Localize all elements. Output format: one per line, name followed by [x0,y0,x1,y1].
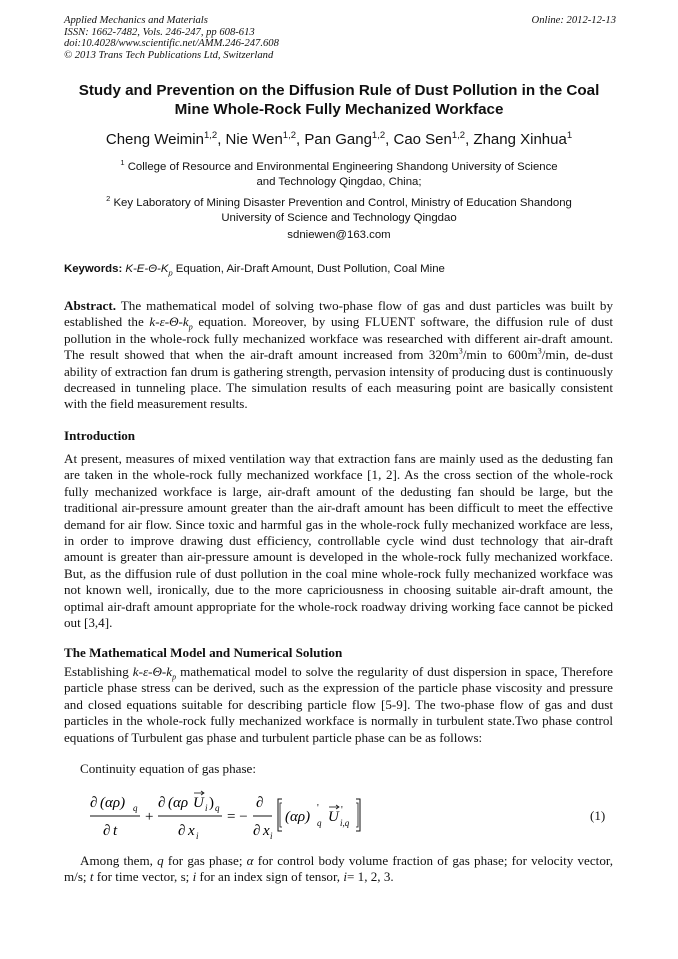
title-line-1: Study and Prevention on the Diffusion Rule of Dust Pollution in the Coal [78,82,600,99]
keywords-label: Keywords: [64,263,123,275]
eq-bracket-right-inner [356,803,358,827]
eq-var: x [263,823,270,839]
affiliation-2: $^2$ Key Laboratory of Mining Disaster Prevention and Control, Ministry of Education Shandong University of Science and Technology Qingdao [106,194,572,224]
affiliation-number: 2 [106,194,111,203]
affiliation-number: 1 [120,158,125,167]
eq-plus: + [145,809,154,825]
eq-sub: i,q [340,818,350,828]
author: Zhang Xinhua$^1$ [473,130,573,148]
eq-alpha-rho: (αρ) [285,809,311,825]
eq-alpha-rho: (αρ) [100,795,126,811]
abstract-label: Abstract. [64,298,116,313]
eq-sub: i [196,831,199,841]
eq-bracket-left-inner [280,803,282,827]
eq-partial: ∂ [90,795,98,811]
eq-partial: ∂ [178,823,186,839]
keywords-list: Equation, Air-Draft Amount, Dust Pollution, Coal Mine [172,263,445,275]
abstract: Abstract. The mathematical model of solving two-phase flow of gas and dust particles was built by established the $k-\varepsilon-\Theta-k_p$ equation. Moreover, by using FLUENT software, the diffusion rule of dust pollution in the whole-rock fully mechanized workface was researched with different air-draft amount. The result showed that when the air-draft amount increased from $320m^3/\min$ to $600m^3/\min$, de-dust ability of extraction fan drum is gathering strength, pervasion intensity of producing dust is continuously decreased in tunneling place. The simulation results of each measuring point are basically consistent with the field measurement results. [64,298,613,412]
eq-equals: = − [227,809,248,825]
journal-name: Applied Mechanics and Materials [64,15,208,26]
eq-partial: ∂ [256,795,264,811]
introduction-text: At present, measures of mixed ventilation way that extraction fans are mainly used as the dedusting fan are taken in the whole-rock fully mechanized workface [1, 2]. As the cross section of the whole-rock fully mechanized workface is large, air-draft amount of the dedusting fan should be large, but the traditional air-pressure amount greater than the air-draft amount has been difficult to meet the effective demand for air flow. Since toxic and harmful gas in the whole-rock fully mechanized workface are less, in order to improve drawing dust efficiency, controllable cycle wind dust technology that air-draft amount is greater than air-pressure amount is developed in the whole-rock fully mechanized workface. But, as the diffusion rule of dust pollution in the coal mine whole-rock fully mechanized workface was not known well, ironically, due to the more capriciousness in choosing suitable air-draft amount, the optimal air-draft amount appropriate for the whole-rock roadway driving working face cannot be picked out [3,4]. [64,451,613,631]
eq-alpha-rho: (αρ [168,795,189,811]
eq-close-paren: ) [209,795,214,811]
author: Cheng Weimin$^{1,2}$, [105,130,226,148]
continuity-equation-label: Continuity equation of gas phase: [80,761,257,776]
continuity-equation [88,787,388,845]
author: Nie Wen$^{1,2}$, [225,130,305,148]
model-text: Establishing $k-\varepsilon-\Theta-k_p$ mathematical model to solve the regularity of dust dispersion in space, Therefore particle phase stress can be derived, such as the expression of the particle phase viscosity and pressure and closed equations suitable for describing particle flow [5-9]. The two-phase flow of gas and dust particles in the whole-rock fully mechanized workface is normally in turbulent state.Two phase control equations of Turbulent gas phase and turbulent particle phase can be as follows: [64,664,613,745]
eq-sub: q [317,818,322,828]
eq-var: t [113,823,118,839]
journal-doi: doi:10.4028/www.scientific.net/AMM.246-247.608 [64,38,279,50]
eq-partial: ∂ [103,823,111,839]
author-email[interactable]: sdniewen@163.com [287,229,391,241]
author-list [40,127,638,149]
journal-issn: ISSN: 1662-7482, Vols. 246-247, pp 608-613 [64,26,255,38]
eq-velocity: U [193,795,204,811]
online-date: Online: 2012-12-13 [531,15,616,26]
keywords: Keywords: $K-E-\Theta-K_p$ Equation, Air-Draft Amount, Dust Pollution, Coal Mine [64,263,445,278]
author: Cao Sen$^{1,2}$, [393,130,474,148]
paper-title [60,82,618,119]
eq-prime: ' [317,803,319,814]
eq-sub: i [205,803,208,813]
eq-sub: q [133,803,138,813]
journal-header [64,15,616,61]
equation-definitions: Among them, q for gas phase; α for control body volume fraction of gas phase; for velocity vector, m/s; t for time vector, s; i for an index sign of tensor, i= 1, 2, 3. [64,853,613,885]
section-heading-model: The Mathematical Model and Numerical Solution [64,645,343,660]
equation-number: (1) [590,808,606,823]
title-line-2: Mine Whole-Rock Fully Mechanized Workface [174,100,504,118]
section-heading-introduction: Introduction [64,428,136,443]
eq-prime: ' [341,805,343,816]
eq-partial: ∂ [158,795,166,811]
eq-var: x [188,823,195,839]
eq-velocity: U [328,809,339,825]
journal-copyright: © 2013 Trans Tech Publications Ltd, Switzerland [64,49,274,61]
affiliation-1: $^1$ College of Resource and Environmental Engineering Shandong University of Science and Technology Qingdao, China; [120,158,558,188]
eq-sub: q [215,803,220,813]
eq-partial: ∂ [253,823,261,839]
eq-sub: i [270,831,273,841]
author: Pan Gang$^{1,2}$, [304,130,394,148]
